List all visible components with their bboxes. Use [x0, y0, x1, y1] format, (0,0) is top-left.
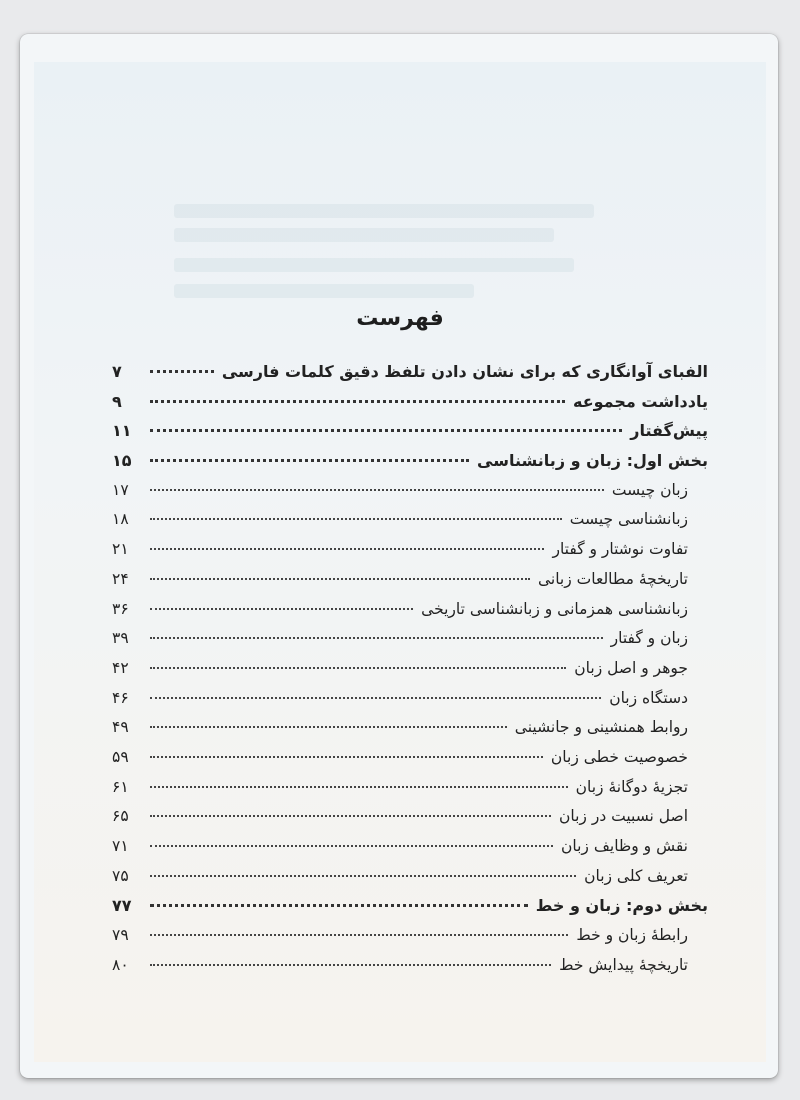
toc-entry-label: روابط همنشینی و جانشینی	[514, 718, 688, 737]
toc-entry-label: زبان چیست	[611, 480, 688, 499]
toc-entry-page: ۶۱	[112, 777, 129, 796]
toc-entry-page: ۷۵	[112, 866, 129, 885]
dot-leader	[150, 489, 604, 491]
bleed-through-line	[174, 284, 474, 298]
toc-entry[interactable]	[112, 689, 708, 719]
toc-entry[interactable]	[112, 718, 708, 748]
toc-section-heading[interactable]	[112, 896, 708, 926]
toc-entry-page: ۷۷	[112, 896, 132, 916]
dot-leader	[150, 548, 544, 550]
toc-entry-page: ۱۷	[112, 480, 129, 499]
toc-entry[interactable]	[112, 510, 708, 540]
toc-entry-page: ۳۶	[112, 599, 129, 618]
toc-entry-label: تفاوت نوشتار و گفتار	[552, 540, 688, 559]
toc-entry[interactable]	[112, 421, 708, 451]
toc-entry-page: ۵۹	[112, 747, 129, 766]
toc-entry-page: ۴۹	[112, 718, 129, 737]
toc-entry[interactable]	[112, 748, 708, 778]
dot-leader	[150, 578, 530, 580]
dot-leader	[150, 608, 413, 610]
toc-entry-page: ۷	[112, 362, 122, 381]
toc-entry[interactable]	[112, 807, 708, 837]
dot-leader	[150, 786, 568, 788]
toc-entry[interactable]	[112, 600, 708, 630]
toc-entry-page: ۶۵	[112, 807, 129, 826]
toc-entry-label: الفبای آوانگاری که برای نشان دادن تلفظ دقیق کلمات فارسی	[221, 362, 708, 381]
toc-entry-page: ۸۰	[112, 955, 129, 974]
toc-entry[interactable]	[112, 867, 708, 897]
dot-leader	[150, 964, 551, 966]
toc-entry-label: زبانشناسی همزمانی و زبانشناسی تاریخی	[421, 599, 688, 618]
toc-entry-label: دستگاه زبان	[609, 688, 688, 707]
bleed-through-line	[174, 258, 574, 272]
toc-entry-page: ۹	[112, 391, 122, 411]
toc-entry-label: تعریف کلی زبان	[584, 866, 688, 885]
toc-section-heading[interactable]	[112, 451, 708, 481]
dot-leader	[150, 400, 565, 403]
toc-entry-label: خصوصیت خطی زبان	[550, 747, 688, 766]
toc-entry-page: ۷۹	[112, 926, 129, 945]
toc-entry-label: جوهر و اصل زبان	[574, 658, 688, 677]
toc-entry-label: نقش و وظایف زبان	[561, 837, 688, 855]
toc-entry[interactable]	[112, 570, 708, 600]
toc-entry-label: بخش دوم: زبان و خط	[535, 896, 708, 916]
toc-entry[interactable]	[112, 956, 708, 986]
dot-leader	[150, 697, 601, 699]
toc-entry-page: ۴۲	[112, 658, 129, 677]
dot-leader	[150, 815, 551, 817]
dot-leader	[150, 934, 568, 936]
bleed-through-line	[174, 228, 554, 242]
toc-entry-label: تجزیهٔ دوگانهٔ زبان	[575, 777, 688, 796]
dot-leader	[150, 667, 566, 669]
dot-leader	[150, 875, 576, 877]
toc-entry[interactable]	[112, 778, 708, 808]
toc-entry-label: یادداشت مجموعه	[573, 391, 708, 411]
dot-leader	[150, 429, 622, 432]
dot-leader	[150, 459, 469, 462]
toc-entry-label: تاریخچهٔ پیدایش خط	[559, 955, 688, 974]
toc-entry[interactable]	[112, 659, 708, 689]
toc-entry-page: ۲۴	[112, 569, 129, 588]
toc-entry-label: رابطهٔ زبان و خط	[576, 926, 688, 945]
dot-leader	[150, 370, 214, 373]
toc-entry[interactable]	[112, 362, 708, 392]
toc-entry[interactable]	[112, 392, 708, 422]
table-of-contents	[112, 362, 708, 985]
toc-entry-label: اصل نسبیت در زبان	[559, 807, 688, 826]
toc-entry-page: ۱۵	[112, 451, 132, 471]
page-title: فهرست	[356, 306, 444, 331]
toc-entry[interactable]	[112, 481, 708, 511]
toc-entry-label: بخش اول: زبان و زبانشناسی	[477, 451, 708, 471]
toc-entry[interactable]	[112, 629, 708, 659]
toc-entry-label: زبان و گفتار	[610, 629, 688, 648]
toc-entry-label: پیش‌گفتار	[630, 421, 708, 441]
toc-entry-page: ۴۶	[112, 688, 129, 707]
dot-leader	[150, 756, 543, 758]
toc-entry-page: ۳۹	[112, 629, 129, 648]
dot-leader	[150, 637, 603, 639]
dot-leader	[150, 845, 553, 847]
toc-entry-page: ۱۸	[112, 510, 129, 529]
toc-entry-label: زبانشناسی چیست	[569, 510, 688, 529]
toc-entry-page: ۱۱	[112, 421, 132, 441]
dot-leader	[150, 726, 507, 728]
toc-entry[interactable]	[112, 540, 708, 570]
toc-entry-page: ۲۱	[112, 540, 129, 559]
dot-leader	[150, 904, 528, 907]
dot-leader	[150, 518, 562, 520]
toc-entry[interactable]	[112, 837, 708, 867]
toc-entry-label: تاریخچهٔ مطالعات زبانی	[537, 569, 688, 588]
bleed-through-line	[174, 204, 594, 218]
toc-entry[interactable]	[112, 926, 708, 956]
toc-entry-page: ۷۱	[112, 837, 129, 855]
